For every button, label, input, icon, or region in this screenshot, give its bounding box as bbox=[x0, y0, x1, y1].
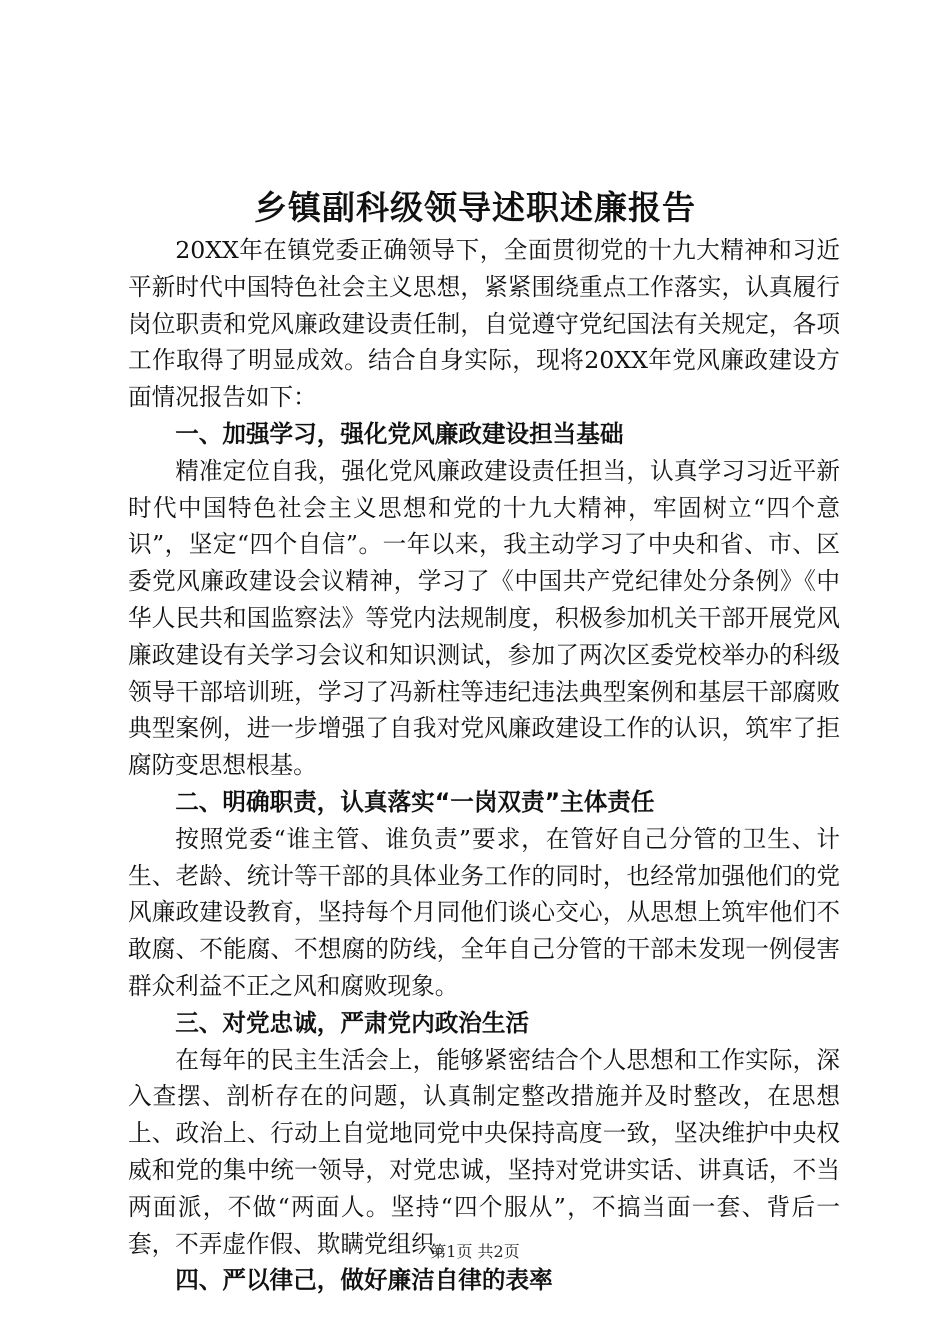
section-3-heading: 三、对党忠诚，严肃党内政治生活 bbox=[175, 1008, 530, 1037]
page-footer bbox=[0, 1240, 950, 1264]
document-body bbox=[128, 232, 840, 1299]
intro-paragraph: 20XX年在镇党委正确领导下，全面贯彻党的十九大精神和习近平新时代中国特色社会主义思想，紧紧围绕重点工作落实，认真履行岗位职责和党风廉政建设责任制，自觉遵守党纪国法有关规定，各项工作取得了明显成效。结合自身实际，现将20XX年党风廉政建设方面情况报告如下： bbox=[128, 236, 840, 412]
section-1-heading: 一、加强学习，强化党风廉政建设担当基础 bbox=[175, 419, 624, 448]
section-4-heading: 四、严以律己，做好廉洁自律的表率 bbox=[175, 1266, 553, 1295]
section-1-paragraph: 精准定位自我，强化党风廉政建设责任担当，认真学习习近平新时代中国特色社会主义思想和党的十九大精神，牢固树立“四个意识”，坚定“四个自信”。一年以来，我主动学习了中央和省、市、区委党风廉政建设会议精神，学习了《中国共产党纪律处分条例》《中华人民共和国监察法》等党内法规制度，积极参加机关干部开展党风廉政建设有关学习会议和知识测试，参加了两次区委党校举办的科级领导干部培训班，学习了冯新柱等违纪违法典型案例和基层干部腐败典型案例，进一步增强了自我对党风廉政建设工作的认识，筑牢了拒腐防变思想根基。 bbox=[128, 456, 840, 780]
page-indicator: 第1页 共2页 bbox=[430, 1242, 520, 1261]
section-2-heading: 二、明确职责，认真落实“一岗双责”主体责任 bbox=[175, 787, 655, 816]
section-3-paragraph: 在每年的民主生活会上，能够紧密结合个人思想和工作实际，深入查摆、剖析存在的问题，认真制定整改措施并及时整改，在思想上、政治上、行动上自觉地同党中央保持高度一致，坚决维护中央权威和党的集中统一领导，对党忠诚，坚持对党讲实话、讲真话，不当两面派，不做“两面人。坚持“四个服从”，不搞当面一套、背后一套，不弄虚作假、欺瞒党组织。 bbox=[128, 1045, 840, 1258]
document-title: 乡镇副科级领导述职述廉报告 bbox=[254, 188, 696, 227]
section-2-paragraph: 按照党委“谁主管、谁负责”要求，在管好自己分管的卫生、计生、老龄、统计等干部的具体业务工作的同时，也经常加强他们的党风廉政建设教育，坚持每个月同他们谈心交心，从思想上筑牢他们不敢腐、不能腐、不想腐的防线，全年自己分管的干部未发现一例侵害群众利益不正之风和腐败现象。 bbox=[128, 824, 840, 1000]
